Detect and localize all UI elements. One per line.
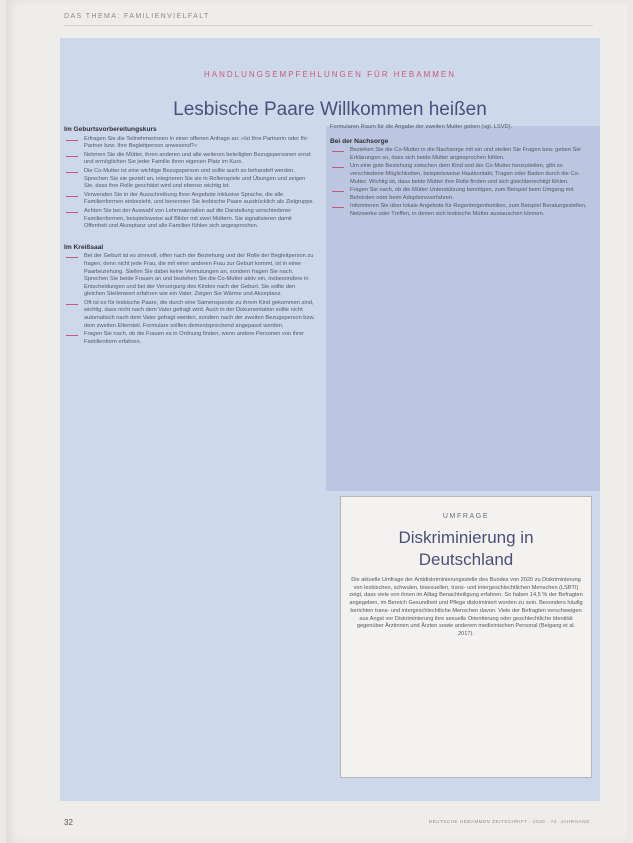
survey-box	[340, 496, 592, 778]
survey-title: Diskriminierung in Deutschland	[398, 528, 534, 569]
article-title: Lesbische Paare Willkommen heißen	[173, 98, 487, 120]
footer-text: DEUTSCHE HEBAMMEN ZEITSCHRIFT · 2020 · 72. JAHRGANG	[428, 819, 590, 824]
list-item: Fragen Sie nach, ob die Frauen es in Ordnung finden, wenn andere Personen von ihrer Familienform erfahren.	[64, 331, 316, 346]
list-item: Informieren Sie über lokale Angebote für Regenbogenfamilien, zum Beispiel Beratungsstellen, Netzwerke oder Treffen, in denen sich lesbische Mütter austauschen können.	[330, 203, 595, 218]
running-header: DAS THEMA: FAMILIENVIELFALT	[64, 13, 210, 20]
continuation-text: Formularen Raum für die Angabe der zweiten Mutter geben (vgl. LSVD).	[330, 124, 513, 130]
list-item: Die Co-Mutter ist eine wichtige Bezugsperson und sollte auch so behandelt werden. Sprechen Sie sie gezielt an, integrieren Sie sie in Rollenspiele und Übungen und zeigen Sie, dass ihre Rolle geschätzt wird und ebenso wichtig ist.	[64, 168, 316, 191]
list-item: Bei der Geburt ist es sinnvoll, offen nach der Beziehung und der Rolle der Begleitperson zu fragen, denn nicht jede Frau, die mit einer anderen Frau zur Geburt kommt, ist in einer Paarbeziehung. Stellen Sie dabei keine Vermutungen an, sondern fragen Sie nach. Sprechen Sie beide Frauen an und beziehen Sie die Co-Mutter aktiv ein, insbesondere in Entscheidungen und bei der Versorgung des Kindes nach der Geburt. Sie sollte den gleichen Stellenwert erfahren wie ein Vater. Zeigen Sie Wärme und Akzeptanz.	[64, 253, 316, 299]
header-rule	[64, 25, 593, 26]
list-item: Fragen Sie nach, ob die Mütter Unterstützung benötigen, zum Beispiel beim Umgang mit Behörden oder beim Adoptionsverfahren.	[330, 187, 595, 202]
bullet-list	[330, 147, 595, 218]
left-column	[64, 124, 316, 347]
article-kicker: HANDLUNGSEMPFEHLUNGEN FÜR HEBAMMEN	[203, 70, 457, 79]
section-heading-nachsorge: Bei der Nachsorge	[330, 137, 389, 145]
section-heading-geburtsvorbereitung: Im Geburtsvorbereitungskurs	[64, 126, 157, 133]
page-number: 32	[64, 818, 73, 827]
survey-text: Die aktuelle Umfrage der Antidiskriminierungsstelle des Bundes von 2020 zu Diskriminierung von lesbischen, schwulen, bisexuellen, trans- und intergeschlechtlichen Menschen (LSBTI) zeigt, dass viele von ihnen im Alltag Benachteiligung erfahren. So haben 14,5 % der Befragten angegeben, im Bereich Gesundheit und Pflege diskriminiert worden zu sein. Besonders häufig berichten trans- und intergeschlechtliche Menschen davon. Viele der Befragten verschweigen aus Angst vor Diskriminierung ihre sexuelle Orientierung oder geschlechtliche Identität gegenüber Ärztinnen und Ärzten sowie anderem medizinischen Personal (Beigang et al. 2017).	[349, 577, 583, 637]
section-heading-kreisssaal: Im Kreißsaal	[64, 243, 104, 251]
list-item: Um eine gute Beziehung zwischen dem Kind und der Co-Mutter herzustellen, gibt es verschiedene Möglichkeiten, beispielsweise Hautkontakt, Tragen oder Baden durch die Co-Mutter. Wichtig ist, dass beide Mütter ihre Rolle finden und sich gleichberechtigt fühlen.	[330, 163, 595, 186]
right-column	[330, 124, 595, 220]
bullet-list	[64, 136, 316, 231]
list-item: Nehmen Sie die Mütter, ihren anderen und alle weiteren beteiligten Bezugspersonen ernst und ermöglichen Sie jeder Familie ihren eigenen Platz im Kurs.	[64, 152, 316, 167]
list-item: Verwenden Sie in der Ausschreibung Ihrer Angebote inklusive Sprache, die alle Familienformen einbezieht, und benennen Sie lesbische Paare ausdrücklich als Zielgruppe.	[64, 192, 316, 207]
bullet-list	[64, 253, 316, 346]
list-item: Achten Sie bei der Auswahl von Lehrmaterialien auf die Darstellung verschiedener Familienformen, beispielsweise auf Bilder mit zwei Müttern. Sie signalisieren damit Offenheit und Akzeptanz und alle Familien fühlen sich angesprochen.	[64, 208, 316, 231]
list-item: Erfragen Sie die Teilnehmerinnen in einer offenen Anfrage an: »Ist Ihre Partnerin oder Ihr Partner bzw. Ihre Begleitperson anwesend?«	[64, 136, 316, 151]
survey-kicker: UMFRAGE	[442, 513, 490, 520]
list-item: Oft ist es für lesbische Paare, die durch eine Samenspende zu ihrem Kind gekommen sind, wichtig, dass nicht nach dem Vater gefragt wird. Auch in der Dokumentation sollte nicht automatisch nach dem Vater gefragt werden, sondern nach der zweiten Bezugsperson bzw. dem zweiten Elternteil. Formulare sollten dementsprechend angepasst werden.	[64, 300, 316, 330]
list-item: Beziehen Sie die Co-Mutter in die Nachsorge mit ein und stellen Sie Fragen bzw. geben Sie Erklärungen so, dass sich beide Mütter angesprochen fühlen.	[330, 147, 595, 162]
